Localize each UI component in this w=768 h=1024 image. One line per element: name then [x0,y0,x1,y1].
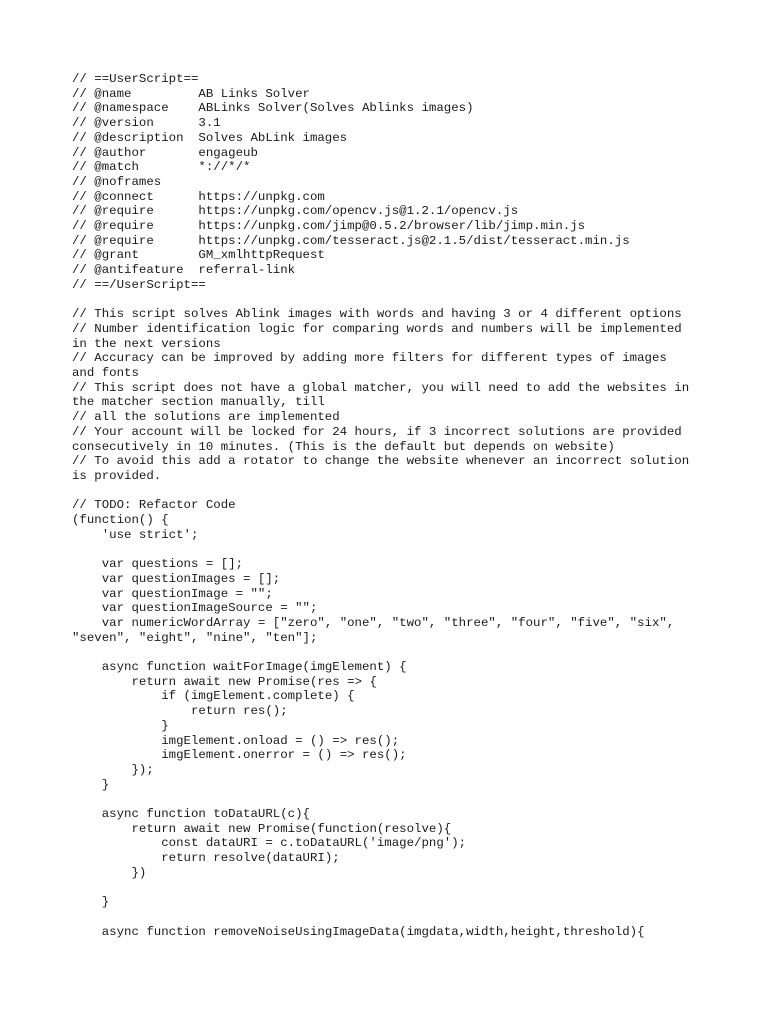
code-line: return res(); [72,704,288,719]
code-line: "seven", "eight", "nine", "ten"]; [72,630,318,645]
code-line: imgElement.onerror = () => res(); [72,748,407,763]
code-line: } [72,777,110,792]
code-line: // Your account will be locked for 24 hours, if 3 incorrect solutions are provided [72,424,682,439]
code-line: // @name AB Links Solver [72,86,310,101]
code-line: return resolve(dataURI); [72,851,340,866]
code-line: // @require https://unpkg.com/tesseract.js@2.1.5/dist/tesseract.min.js [72,233,630,248]
code-line: // @description Solves AbLink images [72,130,348,145]
code-line: return await new Promise(function(resolve){ [72,821,452,836]
code-line: // @namespace ABLinks Solver(Solves Ablinks images) [72,101,474,116]
code-line: imgElement.onload = () => res(); [72,733,400,748]
code-line: // @require https://unpkg.com/opencv.js@1.2.1/opencv.js [72,204,519,219]
code-line [72,645,712,660]
code-line: if (imgElement.complete) { [72,689,355,704]
code-line: async function toDataURL(c){ [72,807,310,822]
code-line: var questionImageSource = ""; [72,601,318,616]
code-line: // TODO: Refactor Code [72,498,236,513]
code-line: // @grant GM_xmlhttpRequest [72,248,325,263]
code-line [72,542,712,557]
code-line: const dataURI = c.toDataURL('image/png'); [72,836,467,851]
code-line: }); [72,762,154,777]
code-line: 'use strict'; [72,527,199,542]
code-line: in the next versions [72,336,221,351]
source-code-block [72,72,712,939]
code-line: // @author engageub [72,145,258,160]
code-line: return await new Promise(res => { [72,674,377,689]
code-line: // @connect https://unpkg.com [72,189,325,204]
document-page [72,72,712,939]
code-line: } [72,718,169,733]
code-line: and fonts [72,366,139,381]
code-line: var questions = []; [72,557,244,572]
code-line: // Accuracy can be improved by adding more filters for different types of images [72,351,667,366]
code-line: }) [72,865,147,880]
code-line: // @antifeature referral-link [72,263,296,278]
code-line: // @version 3.1 [72,116,221,131]
code-line: // ==/UserScript== [72,277,206,292]
code-line [72,792,712,807]
code-line [72,484,712,499]
code-line: // Number identification logic for comparing words and numbers will be implemented [72,321,682,336]
code-line: } [72,895,110,910]
code-line [72,881,712,896]
code-line: // This script does not have a global matcher, you will need to add the websites in [72,380,690,395]
code-line: // This script solves Ablink images with words and having 3 or 4 different options [72,307,682,322]
code-line: the matcher section manually, till [72,395,325,410]
code-line [72,910,712,925]
code-line: (function() { [72,513,169,528]
code-line: var questionImage = ""; [72,586,273,601]
code-line: var numericWordArray = ["zero", "one", "two", "three", "four", "five", "six", [72,615,675,630]
code-line: // @match *://*/* [72,160,251,175]
code-line: // To avoid this add a rotator to change the website whenever an incorrect solution [72,454,690,469]
code-line: // ==UserScript== [72,72,199,86]
code-line: async function waitForImage(imgElement) { [72,660,407,675]
code-line: // all the solutions are implemented [72,410,340,425]
code-line: // @noframes [72,174,162,189]
code-line: // @require https://unpkg.com/jimp@0.5.2/browser/lib/jimp.min.js [72,219,586,234]
code-line: is provided. [72,468,162,483]
code-line: async function removeNoiseUsingImageData(imgdata,width,height,threshold){ [72,924,645,939]
code-line [72,293,712,308]
code-line: var questionImages = []; [72,571,281,586]
code-line: consecutively in 10 minutes. (This is the default but depends on website) [72,439,615,454]
